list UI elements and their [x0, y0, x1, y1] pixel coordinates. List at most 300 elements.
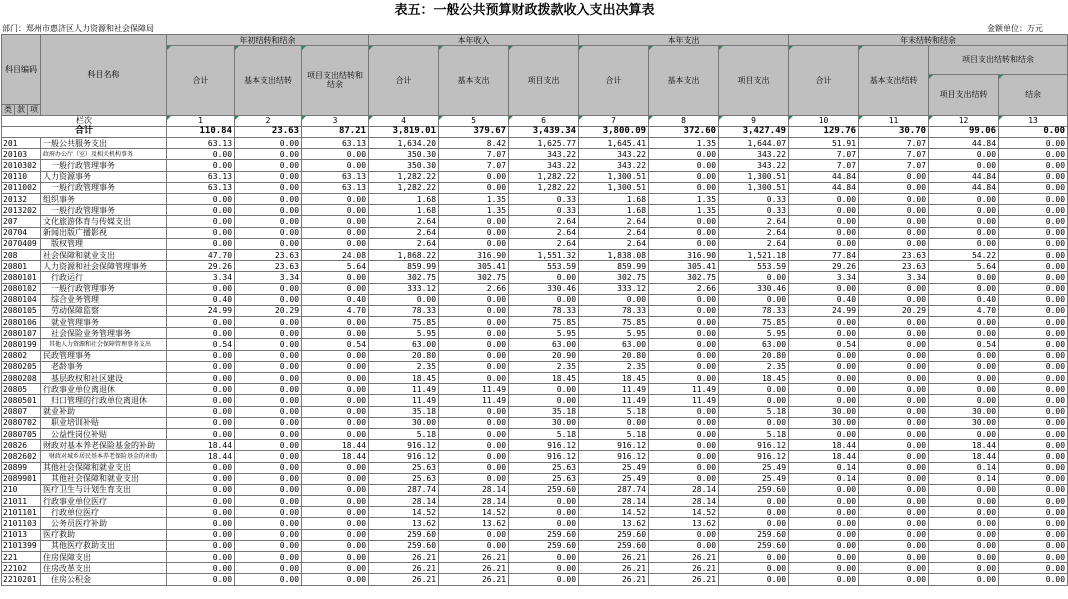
row-value: 0.00 — [999, 395, 1068, 406]
row-value: 302.75 — [439, 272, 509, 283]
row-value: 0.00 — [999, 317, 1068, 328]
table-row — [2, 272, 1068, 283]
row-value: 44.84 — [929, 182, 999, 193]
row-value: 13.62 — [579, 518, 649, 529]
row-value: 2.64 — [509, 216, 579, 227]
row-name: 一般行政管理事务 — [41, 182, 167, 193]
index-row — [2, 115, 1068, 126]
row-value: 0.00 — [859, 395, 929, 406]
row-value: 0.00 — [859, 462, 929, 473]
row-value: 0.00 — [789, 227, 859, 238]
row-value: 916.12 — [579, 451, 649, 462]
row-value: 0.00 — [859, 283, 929, 294]
header-code-class: 类 — [2, 104, 15, 115]
row-value: 916.12 — [719, 440, 789, 451]
row-value: 0.00 — [302, 406, 369, 417]
row-value: 0.40 — [167, 294, 235, 305]
row-value: 24.08 — [302, 249, 369, 260]
row-value: 28.14 — [649, 496, 719, 507]
row-value: 0.00 — [439, 171, 509, 182]
row-value: 0.00 — [719, 417, 789, 428]
row-name: 人力资源和社会保障管理事务 — [41, 261, 167, 272]
row-value: 25.63 — [509, 473, 579, 484]
table-row — [2, 205, 1068, 216]
row-value: 63.00 — [719, 339, 789, 350]
row-value: 28.14 — [369, 496, 439, 507]
row-value: 78.33 — [719, 305, 789, 316]
row-value: 0.00 — [439, 317, 509, 328]
row-value: 316.90 — [649, 249, 719, 260]
row-name: 版权管理 — [41, 238, 167, 249]
row-value: 0.00 — [719, 395, 789, 406]
row-value: 0.00 — [789, 317, 859, 328]
row-value: 0.00 — [167, 484, 235, 495]
row-value: 51.91 — [789, 138, 859, 149]
row-value: 916.12 — [509, 440, 579, 451]
header-code: 科目编码 — [2, 35, 41, 105]
row-value: 343.22 — [719, 160, 789, 171]
row-value: 0.00 — [235, 462, 302, 473]
row-value: 63.13 — [167, 171, 235, 182]
row-value: 0.00 — [167, 473, 235, 484]
row-value: 0.00 — [719, 294, 789, 305]
row-value: 5.18 — [369, 428, 439, 439]
row-value: 0.00 — [235, 428, 302, 439]
row-value: 0.00 — [929, 194, 999, 205]
row-value: 63.00 — [509, 339, 579, 350]
row-value: 0.00 — [167, 160, 235, 171]
row-value: 26.21 — [579, 563, 649, 574]
row-name: 综合业务管理 — [41, 294, 167, 305]
row-value: 2.64 — [369, 238, 439, 249]
row-value: 302.75 — [579, 272, 649, 283]
row-value: 0.00 — [789, 384, 859, 395]
row-value: 0.00 — [929, 484, 999, 495]
row-value: 0.00 — [859, 328, 929, 339]
row-value: 0.00 — [999, 540, 1068, 551]
row-name: 其他社会保障和就业支出 — [41, 473, 167, 484]
row-value: 29.26 — [789, 261, 859, 272]
total-value: 129.76 — [789, 126, 859, 137]
row-value: 0.00 — [302, 552, 369, 563]
row-value: 13.62 — [649, 518, 719, 529]
row-name: 劳动保障监察 — [41, 305, 167, 316]
index-number: 12 — [929, 115, 999, 126]
row-value: 0.00 — [649, 339, 719, 350]
table-row — [2, 384, 1068, 395]
row-value: 0.00 — [167, 373, 235, 384]
row-value: 26.21 — [369, 552, 439, 563]
row-value: 0.00 — [235, 138, 302, 149]
row-value: 5.95 — [509, 328, 579, 339]
header-group-closing: 年末结转和结余 — [789, 35, 1068, 46]
row-value: 28.14 — [439, 496, 509, 507]
row-value: 0.00 — [302, 194, 369, 205]
row-value: 0.00 — [167, 496, 235, 507]
row-value: 0.00 — [235, 373, 302, 384]
row-value: 0.00 — [929, 205, 999, 216]
row-value: 0.00 — [859, 484, 929, 495]
row-value: 916.12 — [509, 451, 579, 462]
row-value: 0.40 — [302, 294, 369, 305]
row-value: 2.64 — [369, 216, 439, 227]
index-number: 5 — [439, 115, 509, 126]
row-value: 0.00 — [302, 328, 369, 339]
row-value: 44.84 — [789, 171, 859, 182]
row-value: 1,868.22 — [369, 249, 439, 260]
row-value: 0.00 — [999, 574, 1068, 585]
row-value: 259.60 — [509, 484, 579, 495]
row-value: 3.34 — [235, 272, 302, 283]
row-value: 0.00 — [302, 484, 369, 495]
row-value: 0.00 — [235, 216, 302, 227]
row-value: 0.00 — [789, 238, 859, 249]
row-value: 2.64 — [719, 227, 789, 238]
row-value: 0.00 — [235, 473, 302, 484]
row-code: 2080105 — [2, 305, 41, 316]
table-row — [2, 305, 1068, 316]
budget-table — [1, 34, 1068, 586]
row-value: 0.00 — [649, 473, 719, 484]
row-value: 0.00 — [649, 216, 719, 227]
row-value: 0.00 — [789, 216, 859, 227]
row-value: 0.00 — [999, 462, 1068, 473]
row-value: 0.00 — [302, 473, 369, 484]
row-value: 26.21 — [649, 552, 719, 563]
row-value: 0.00 — [439, 339, 509, 350]
table-row — [2, 518, 1068, 529]
row-value: 0.00 — [649, 373, 719, 384]
row-value: 0.00 — [579, 417, 649, 428]
row-value: 1,551.32 — [509, 249, 579, 260]
row-value: 0.00 — [999, 552, 1068, 563]
row-value: 0.00 — [929, 395, 999, 406]
row-value: 0.00 — [167, 384, 235, 395]
row-value: 18.44 — [929, 451, 999, 462]
row-code: 22102 — [2, 563, 41, 574]
row-value: 0.00 — [649, 350, 719, 361]
row-value: 0.00 — [789, 484, 859, 495]
table-row — [2, 238, 1068, 249]
row-value: 343.22 — [579, 149, 649, 160]
row-value: 0.00 — [859, 563, 929, 574]
row-value: 0.00 — [167, 462, 235, 473]
row-value: 1,645.41 — [579, 138, 649, 149]
row-value: 0.00 — [999, 518, 1068, 529]
row-value: 30.00 — [929, 417, 999, 428]
row-value: 0.00 — [509, 507, 579, 518]
row-value: 1,282.22 — [369, 182, 439, 193]
row-name: 归口管理的行政单位离退休 — [41, 395, 167, 406]
row-value: 259.60 — [509, 540, 579, 551]
row-value: 0.00 — [859, 507, 929, 518]
row-value: 18.44 — [167, 451, 235, 462]
row-value: 0.00 — [789, 518, 859, 529]
row-value: 0.00 — [439, 529, 509, 540]
row-code: 2011002 — [2, 182, 41, 193]
header-income-basic: 基本支出 — [439, 46, 509, 116]
row-value: 0.33 — [509, 205, 579, 216]
row-value: 1.35 — [649, 194, 719, 205]
row-code: 2013202 — [2, 205, 41, 216]
row-value: 0.00 — [235, 563, 302, 574]
row-code: 21013 — [2, 529, 41, 540]
row-value: 916.12 — [369, 451, 439, 462]
report-title: 表五：一般公共预算财政拨款收入支出决算表 — [394, 3, 655, 18]
row-value: 2.64 — [719, 238, 789, 249]
row-value: 1.35 — [649, 138, 719, 149]
row-value: 0.00 — [235, 540, 302, 551]
row-value: 0.00 — [302, 373, 369, 384]
row-value: 5.95 — [579, 328, 649, 339]
row-value: 35.18 — [509, 406, 579, 417]
table-row — [2, 283, 1068, 294]
index-number: 9 — [719, 115, 789, 126]
row-value: 0.00 — [235, 339, 302, 350]
index-label: 栏次 — [2, 115, 167, 126]
row-value: 0.00 — [859, 317, 929, 328]
row-value: 0.00 — [859, 440, 929, 451]
row-value: 0.00 — [929, 496, 999, 507]
row-value: 13.62 — [439, 518, 509, 529]
row-code: 2080702 — [2, 417, 41, 428]
total-value: 23.63 — [235, 126, 302, 137]
row-value: 0.00 — [509, 563, 579, 574]
row-value: 2.64 — [579, 238, 649, 249]
table-row — [2, 361, 1068, 372]
row-value: 8.42 — [439, 138, 509, 149]
row-value: 0.00 — [789, 552, 859, 563]
row-value: 0.00 — [859, 529, 929, 540]
row-value: 0.00 — [999, 283, 1068, 294]
total-value: 379.67 — [439, 126, 509, 137]
row-value: 5.18 — [579, 428, 649, 439]
row-value: 0.00 — [859, 227, 929, 238]
header-opening-project: 项目支出结转和结余 — [302, 46, 369, 116]
header-closing-project-group: 项目支出结转和结余 — [929, 46, 1068, 75]
row-value: 0.00 — [302, 238, 369, 249]
row-value: 18.45 — [719, 373, 789, 384]
row-value: 1,634.20 — [369, 138, 439, 149]
row-code: 2080101 — [2, 272, 41, 283]
row-value: 26.21 — [579, 574, 649, 585]
row-value: 0.00 — [859, 406, 929, 417]
row-value: 29.26 — [167, 261, 235, 272]
row-value: 916.12 — [719, 451, 789, 462]
row-value: 14.52 — [439, 507, 509, 518]
row-value: 0.00 — [929, 529, 999, 540]
row-name: 就业补助 — [41, 406, 167, 417]
row-value: 0.00 — [859, 350, 929, 361]
row-code: 2101101 — [2, 507, 41, 518]
row-value: 18.45 — [579, 373, 649, 384]
row-name: 住房保障支出 — [41, 552, 167, 563]
header-closing-total: 合计 — [789, 46, 859, 116]
row-value: 0.00 — [649, 238, 719, 249]
row-value: 25.49 — [579, 462, 649, 473]
row-value: 302.75 — [369, 272, 439, 283]
row-value: 7.07 — [859, 149, 929, 160]
table-row — [2, 149, 1068, 160]
row-value: 0.00 — [302, 529, 369, 540]
row-name: 民政管理事务 — [41, 350, 167, 361]
row-value: 1.35 — [649, 205, 719, 216]
row-value: 20.29 — [235, 305, 302, 316]
row-value: 0.00 — [509, 395, 579, 406]
row-value: 0.00 — [999, 305, 1068, 316]
row-value: 0.00 — [167, 529, 235, 540]
row-value: 0.00 — [167, 216, 235, 227]
row-value: 1,644.07 — [719, 138, 789, 149]
row-value: 0.00 — [649, 328, 719, 339]
row-value: 0.00 — [235, 317, 302, 328]
table-row — [2, 529, 1068, 540]
row-value: 0.00 — [439, 540, 509, 551]
row-value: 75.85 — [369, 317, 439, 328]
row-value: 0.00 — [859, 216, 929, 227]
row-name: 住房公积金 — [41, 574, 167, 585]
row-value: 0.00 — [999, 484, 1068, 495]
row-value: 553.59 — [719, 261, 789, 272]
row-value: 0.00 — [439, 417, 509, 428]
row-value: 0.00 — [167, 317, 235, 328]
row-value: 5.18 — [719, 428, 789, 439]
row-value: 330.46 — [509, 283, 579, 294]
row-value: 0.00 — [649, 317, 719, 328]
row-value: 0.00 — [235, 205, 302, 216]
index-number: 13 — [999, 115, 1068, 126]
header-code-section: 款 — [15, 104, 28, 115]
row-value: 0.00 — [999, 227, 1068, 238]
row-value: 44.84 — [929, 138, 999, 149]
row-value: 5.95 — [719, 328, 789, 339]
row-value: 0.00 — [439, 238, 509, 249]
row-value: 3.34 — [167, 272, 235, 283]
row-value: 0.00 — [719, 518, 789, 529]
row-value: 0.00 — [302, 205, 369, 216]
row-value: 259.60 — [369, 529, 439, 540]
row-value: 1,300.51 — [579, 171, 649, 182]
row-value: 0.00 — [789, 507, 859, 518]
row-value: 0.00 — [999, 160, 1068, 171]
row-value: 0.00 — [649, 171, 719, 182]
row-value: 23.63 — [859, 261, 929, 272]
row-value: 7.07 — [439, 149, 509, 160]
row-value: 0.00 — [439, 294, 509, 305]
row-value: 28.14 — [649, 484, 719, 495]
row-value: 0.00 — [235, 417, 302, 428]
table-row — [2, 417, 1068, 428]
row-value: 0.00 — [439, 373, 509, 384]
header-group-expense: 本年支出 — [579, 35, 789, 46]
row-value: 0.00 — [649, 428, 719, 439]
row-value: 0.00 — [789, 361, 859, 372]
row-value: 78.33 — [509, 305, 579, 316]
row-value: 11.49 — [369, 395, 439, 406]
row-value: 0.00 — [235, 328, 302, 339]
row-value: 0.00 — [719, 574, 789, 585]
row-value: 0.00 — [235, 238, 302, 249]
row-value: 0.00 — [439, 227, 509, 238]
row-value: 2.35 — [369, 361, 439, 372]
row-value: 0.00 — [509, 552, 579, 563]
row-value: 0.00 — [999, 529, 1068, 540]
row-value: 0.00 — [789, 395, 859, 406]
row-value: 5.64 — [302, 261, 369, 272]
row-value: 20.90 — [509, 350, 579, 361]
row-value: 18.44 — [789, 440, 859, 451]
total-value: 372.60 — [649, 126, 719, 137]
table-row — [2, 261, 1068, 272]
header-code-item: 项 — [28, 104, 41, 115]
row-value: 0.00 — [649, 451, 719, 462]
header-income-project: 项目支出 — [509, 46, 579, 116]
row-value: 0.00 — [929, 283, 999, 294]
header-income-total: 合计 — [369, 46, 439, 116]
row-name: 公务员医疗补助 — [41, 518, 167, 529]
index-number: 2 — [235, 115, 302, 126]
row-value: 0.00 — [789, 574, 859, 585]
row-value: 0.00 — [929, 518, 999, 529]
row-value: 0.00 — [719, 384, 789, 395]
row-value: 259.60 — [369, 540, 439, 551]
index-number: 10 — [789, 115, 859, 126]
row-name: 一般行政管理事务 — [41, 160, 167, 171]
row-value: 0.54 — [167, 339, 235, 350]
row-value: 0.00 — [859, 473, 929, 484]
header-expense-total: 合计 — [579, 46, 649, 116]
row-value: 3.34 — [789, 272, 859, 283]
row-value: 0.00 — [439, 216, 509, 227]
row-name: 社会保险业务管理事务 — [41, 328, 167, 339]
table-row — [2, 160, 1068, 171]
row-value: 0.00 — [235, 182, 302, 193]
row-value: 0.00 — [929, 317, 999, 328]
row-name: 新闻出版广播影视 — [41, 227, 167, 238]
row-value: 0.00 — [649, 294, 719, 305]
row-code: 20132 — [2, 194, 41, 205]
row-value: 0.00 — [302, 395, 369, 406]
table-row — [2, 171, 1068, 182]
header-closing-project-carry: 项目支出结转 — [929, 74, 999, 115]
row-value: 0.00 — [439, 350, 509, 361]
row-value: 0.00 — [649, 160, 719, 171]
row-code: 20805 — [2, 384, 41, 395]
row-value: 0.00 — [649, 406, 719, 417]
row-value: 30.00 — [369, 417, 439, 428]
row-value: 0.00 — [302, 462, 369, 473]
row-value: 0.00 — [999, 294, 1068, 305]
row-value: 18.45 — [369, 373, 439, 384]
row-code: 221 — [2, 552, 41, 563]
row-value: 0.00 — [235, 395, 302, 406]
index-number: 8 — [649, 115, 719, 126]
row-value: 0.33 — [719, 205, 789, 216]
row-value: 0.00 — [302, 540, 369, 551]
row-value: 0.00 — [649, 440, 719, 451]
row-value: 26.21 — [439, 574, 509, 585]
row-value: 0.00 — [999, 238, 1068, 249]
row-value: 14.52 — [369, 507, 439, 518]
row-value: 0.00 — [859, 574, 929, 585]
row-name: 行政单位医疗 — [41, 507, 167, 518]
row-value: 0.00 — [235, 294, 302, 305]
index-number: 6 — [509, 115, 579, 126]
row-value: 0.00 — [999, 194, 1068, 205]
table-row — [2, 182, 1068, 193]
total-value: 3,439.34 — [509, 126, 579, 137]
row-value: 18.45 — [509, 373, 579, 384]
